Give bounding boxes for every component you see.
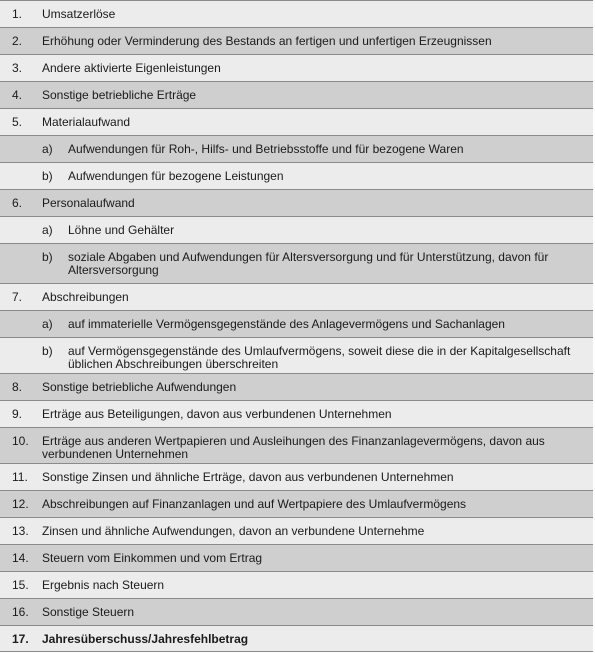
table-row [0, 310, 593, 337]
row-number: 11. [12, 470, 28, 484]
row-text: Sonstige betriebliche Erträge [42, 88, 197, 102]
row-text: Sonstige betriebliche Aufwendungen [42, 380, 237, 394]
row-text: Löhne und Gehälter [68, 223, 175, 237]
row-number: 17. [12, 632, 29, 646]
table-row [0, 598, 593, 625]
row-text: Abschreibungen auf Finanzanlagen und auf Wertpapiere des Umlaufvermögens [42, 497, 467, 511]
row-number: 14. [12, 551, 29, 565]
table-row [0, 81, 593, 108]
table-row [0, 490, 593, 517]
row-text: Materialaufwand [42, 115, 131, 129]
row-text: Ergebnis nach Steuern [42, 578, 165, 592]
row-text: Andere aktivierte Eigenleistungen [42, 61, 221, 75]
row-sub-label: a) [42, 317, 53, 331]
table-row [0, 571, 593, 598]
row-text: Sonstige Zinsen und ähnliche Erträge, davon aus verbundenen Unternehmen [42, 470, 454, 484]
row-text: Steuern vom Einkommen und vom Ertrag [42, 551, 263, 565]
table-row [0, 337, 593, 373]
table-row [0, 54, 593, 81]
row-number: 3. [12, 61, 23, 75]
row-sub-label: a) [42, 142, 53, 156]
table-row [0, 517, 593, 544]
row-text: Personalaufwand [42, 196, 135, 210]
row-text: Erträge aus Beteiligungen, davon aus verbundenen Unternehmen [42, 407, 392, 421]
table-row [0, 189, 593, 216]
row-number: 7. [12, 290, 23, 304]
table-row [0, 27, 593, 54]
row-number: 10. [12, 434, 29, 448]
row-number: 9. [12, 407, 23, 421]
table-row [0, 108, 593, 135]
row-text: Zinsen und ähnliche Aufwendungen, davon an verbundene Unternehme [42, 524, 425, 538]
row-text: soziale Abgaben und Aufwendungen für Altersversorgung und für Unterstützung, davon für Altersversorgung [68, 250, 549, 277]
row-sub-label: b) [42, 250, 53, 264]
row-number: 15. [12, 578, 29, 592]
table-row [0, 243, 593, 283]
row-text: Umsatzerlöse [42, 7, 116, 21]
row-number: 5. [12, 115, 23, 129]
table-row [0, 0, 593, 27]
row-text: Erträge aus anderen Wertpapieren und Ausleihungen des Finanzanlagevermögens, davon aus verbundenen Unternehmen [42, 434, 545, 461]
table-row [0, 427, 593, 463]
row-sub-label: b) [42, 169, 53, 183]
table-row [0, 373, 593, 400]
table-row [0, 463, 593, 490]
row-sub-label: a) [42, 223, 53, 237]
table-row [0, 162, 593, 189]
row-text: Jahresüberschuss/Jahresfehlbetrag [42, 632, 249, 646]
row-number: 1. [12, 7, 23, 21]
table-row [0, 135, 593, 162]
row-text: auf immaterielle Vermögensgegenstände des Anlagevermögens und Sachanlagen [68, 317, 505, 331]
row-number: 16. [12, 605, 29, 619]
table-row [0, 283, 593, 310]
table-row [0, 400, 593, 427]
table-row [0, 216, 593, 243]
row-text: Abschreibungen [42, 290, 129, 304]
row-number: 13. [12, 524, 29, 538]
row-number: 6. [12, 196, 23, 210]
row-number: 2. [12, 34, 23, 48]
table-row [0, 625, 593, 652]
table-row [0, 544, 593, 571]
row-text: Aufwendungen für bezogene Leistungen [68, 169, 284, 183]
row-text: auf Vermögensgegenstände des Umlaufvermögens, soweit diese die in der Kapitalgesellschaft üblichen Abschreibungen überschreiten [68, 344, 571, 371]
row-sub-label: b) [42, 344, 53, 358]
row-number: 12. [12, 497, 29, 511]
row-number: 8. [12, 380, 23, 394]
row-text: Erhöhung oder Verminderung des Bestands an fertigen und unfertigen Erzeugnissen [42, 34, 492, 48]
row-text: Sonstige Steuern [42, 605, 135, 619]
row-text: Aufwendungen für Roh-, Hilfs- und Betriebsstoffe und für bezogene Waren [68, 142, 464, 156]
row-number: 4. [12, 88, 23, 102]
